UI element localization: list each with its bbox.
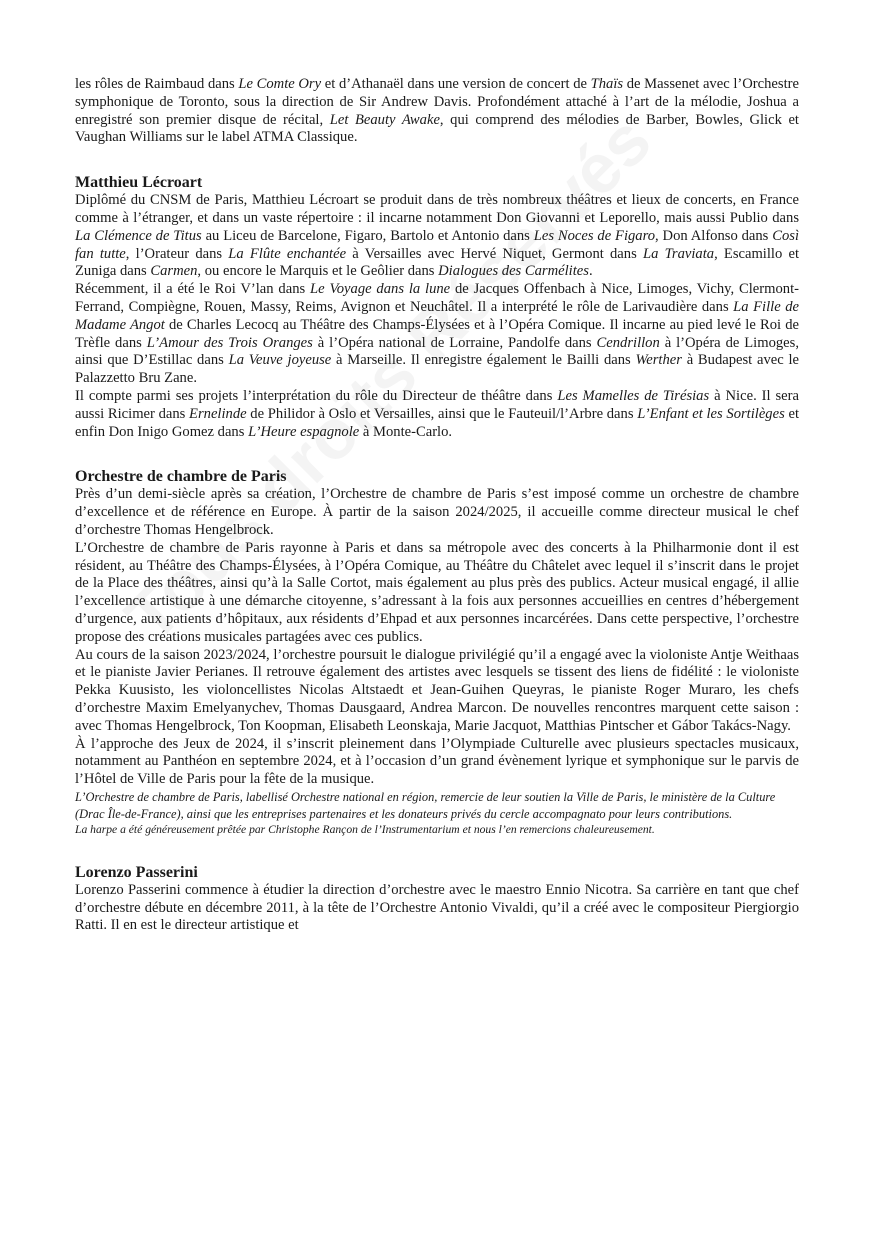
intro-paragraph xyxy=(75,76,799,147)
work-title: La Fille de Madame Angot xyxy=(75,298,799,333)
work-title: Le Comte Ory xyxy=(238,76,322,92)
text-run: Au cours de la saison 2023/2024, l’orchestre poursuit le dialogue privilégié qu’il a engagé avec la violoniste Antje Weithaas et le pianiste Javier Perianes. Il retrouve également des artistes avec lesquels se tissent des liens de fidélité : le violoniste Pekka Kuusisto, les violoncellistes Nicolas Altstaedt et Jean-Guihen Queyras, le pianiste Roger Muraro, les chefs d’orchestre Maxim Emelyanychev, Thomas Dausgaard, Andrea Marcon. De nouvelles rencontres marquent cette saison : avec Thomas Hengelbrock, Ton Koopman, Elisabeth Leonskaja, Marie Jacquot, Matthias Pintscher et Gábor Takács-Nagy. xyxy=(75,646,799,734)
work-title: Dialogues des Carmélites xyxy=(438,263,589,280)
text-run: et d’Athanaël dans une version de concert de xyxy=(321,76,591,92)
text-run: Récemment, il a été le Roi V’lan dans xyxy=(75,281,311,298)
text-run: Il compte parmi ses projets l’interprétation du rôle du Directeur de théâtre dans xyxy=(75,387,558,404)
text-run: à l’Opéra national de Lorraine, Pandolfe dans xyxy=(312,334,597,351)
text-run: de Jacques Offenbach à Nice, Limoges, Vichy, Clermont-Ferrand, Compiègne, Rouen, Massy, Reims, Avignon et Neuchâtel. Il a interprété le rôle de Larivaudière dans xyxy=(75,281,799,315)
text-run: à Versailles avec Hervé Niquet, Germont dans xyxy=(346,245,643,262)
lecroart-paragraph-3 xyxy=(75,388,799,441)
text-run: . xyxy=(588,263,593,280)
text-run: L’Orchestre de chambre de Paris rayonne à Paris et dans sa métropole avec des concerts à la Philharmonie dont il est résident, au Théâtre des Champs-Élysées, à l’Opéra Comique, au Théâtre du Châtelet avec lequel il s’inscrit dans le projet de la Place des théâtres, ainsi qu’à la Salle Cortot, mais également au plus près des publics. Acteur musical engagé, il allie l’excellence artistique à une démarche citoyenne, s’adressant à la fois aux personnes accueillies en centres d’hébergement d’urgence, aux patients d’hôpitaux, aux résidents d’Ehpad et aux personnes incarcérées. Dans cette perspective, l’orchestre propose des créations musicales partagées avec ces publics. xyxy=(75,539,799,645)
text-run: Diplômé du CNSM de Paris, Matthieu Lécroart se produit dans de très nombreux théâtres et lieux de concerts, en France comme à l’étranger, et dans un vaste répertoire : il incarne notamment Don Giovanni et Leporello, mais aussi Publio dans xyxy=(75,192,799,226)
text-run: les rôles de Raimbaud dans xyxy=(75,76,239,92)
work-title: Thaïs xyxy=(590,76,624,92)
work-title: La Clémence de Titus xyxy=(75,227,202,244)
text-run: au Liceu de Barcelone, Figaro, Bartolo et Antonio dans xyxy=(201,227,534,244)
text-run: , qui comprend des mélodies de Barber, Bowles, Glick et Vaughan Williams sur le label ATMA Classique. xyxy=(75,111,799,146)
orchestre-support-note: L’Orchestre de chambre de Paris, labellisé Orchestre national en région, remercie de leur soutien la Ville de Paris, le ministère de la Culture (Drac Île-de-France), ainsi que les entreprises partenaires et les donateurs privés du cercle accompagnato pour leurs contributions. xyxy=(75,789,776,821)
text-run: de Philidor à Oslo et Versailles, ainsi que le Fauteuil/l’Arbre dans xyxy=(246,405,638,422)
work-title: Les Noces de Figaro xyxy=(533,227,656,244)
orchestre-paragraph-1 xyxy=(75,486,799,539)
work-title: Ernelinde xyxy=(189,405,247,422)
work-title: Le Voyage dans la lune xyxy=(310,281,451,298)
passerini-paragraph-1 xyxy=(75,882,799,935)
text-run: à Nice. Il sera aussi Ricimer dans xyxy=(75,387,799,422)
text-run: de Charles Lecocq au Théâtre des Champs-Élysées et à l’Opéra Comique. Il incarne au pied levé le Roi de Trèfle dans xyxy=(75,316,799,351)
text-run: de Massenet avec l’Orchestre symphonique de Toronto, sous la direction de Sir Andrew Davis. Profondément attaché à l’art de la mélodie, Joshua a enregistré son premier disque de récital, xyxy=(75,76,799,128)
text-run: , ou encore le Marquis et le Geôlier dans xyxy=(197,263,439,280)
work-title: La Flûte enchantée xyxy=(228,245,347,262)
work-title: Werther xyxy=(635,352,682,369)
work-title: L’Heure espagnole xyxy=(248,423,360,440)
work-title: L’Amour des Trois Oranges xyxy=(146,334,313,351)
text-run: , Don Alfonso dans xyxy=(655,227,773,244)
text-run: , l’Orateur dans xyxy=(125,245,229,262)
text-run: Près d’un demi-siècle après sa création, l’Orchestre de chambre de Paris s’est imposé comme un orchestre de chambre d’excellence et de référence en Europe. À partir de la saison 2024/2025, il accueille comme directeur musical le chef d’orchestre Thomas Hengelbrock. xyxy=(75,486,799,538)
text-run: à Marseille. Il enregistre également le Bailli dans xyxy=(331,352,636,369)
work-title: Cendrillon xyxy=(596,334,660,351)
heading-matthieu-lecroart: Matthieu Lécroart xyxy=(75,174,203,192)
text-run: , Escamillo et Zuniga dans xyxy=(75,245,800,280)
text-run: et enfin Don Inigo Gomez dans xyxy=(75,405,799,440)
orchestre-paragraph-4 xyxy=(75,736,799,789)
work-title: Les Mamelles de Tirésias xyxy=(557,387,710,404)
orchestre-paragraph-2 xyxy=(75,540,799,647)
orchestre-paragraph-3 xyxy=(75,647,799,736)
text-run: À l’approche des Jeux de 2024, il s’inscrit pleinement dans l’Olympiade Culturelle avec plusieurs spectacles musicaux, notamment au Panthéon en septembre 2024, et à l’occasion d’un grand évènement lyrique et symphonique sur le parvis de l’Hôtel de Ville de Paris pour la fête de la musique. xyxy=(75,735,799,788)
work-title: L’Enfant et les Sortilèges xyxy=(637,405,785,422)
lecroart-paragraph-1 xyxy=(75,192,799,281)
work-title: Così fan tutte xyxy=(75,227,799,262)
text-run: à Monte-Carlo. xyxy=(359,423,453,440)
text-run: à l’Opéra de Limoges, ainsi que D’Estillac dans xyxy=(75,334,799,369)
work-title: La Traviata xyxy=(642,245,715,262)
work-title: Let Beauty Awake xyxy=(329,111,440,128)
text-run: Lorenzo Passerini commence à étudier la direction d’orchestre avec le maestro Ennio Nicotra. Sa carrière en tant que chef d’orchestre débute en décembre 2011, à la tête de l’Orchestre Antonio Vivaldi, qu’il a créé avec le compositeur Piergiorgio Ratti. Il en est le directeur artistique et xyxy=(75,881,799,934)
text-run: à Budapest avec le Palazzetto Bru Zane. xyxy=(75,352,800,387)
work-title: Carmen xyxy=(150,263,198,280)
document-page xyxy=(75,76,799,935)
lecroart-paragraph-2 xyxy=(75,281,799,388)
harp-credit: La harpe a été généreusement prêtée par Christophe Rançon de l’Instrumentarium et nous l’en remercions chaleureusement. xyxy=(75,822,655,836)
heading-lorenzo-passerini: Lorenzo Passerini xyxy=(75,863,198,881)
work-title: La Veuve joyeuse xyxy=(228,352,332,369)
heading-orchestre-de-chambre: Orchestre de chambre de Paris xyxy=(75,468,287,486)
